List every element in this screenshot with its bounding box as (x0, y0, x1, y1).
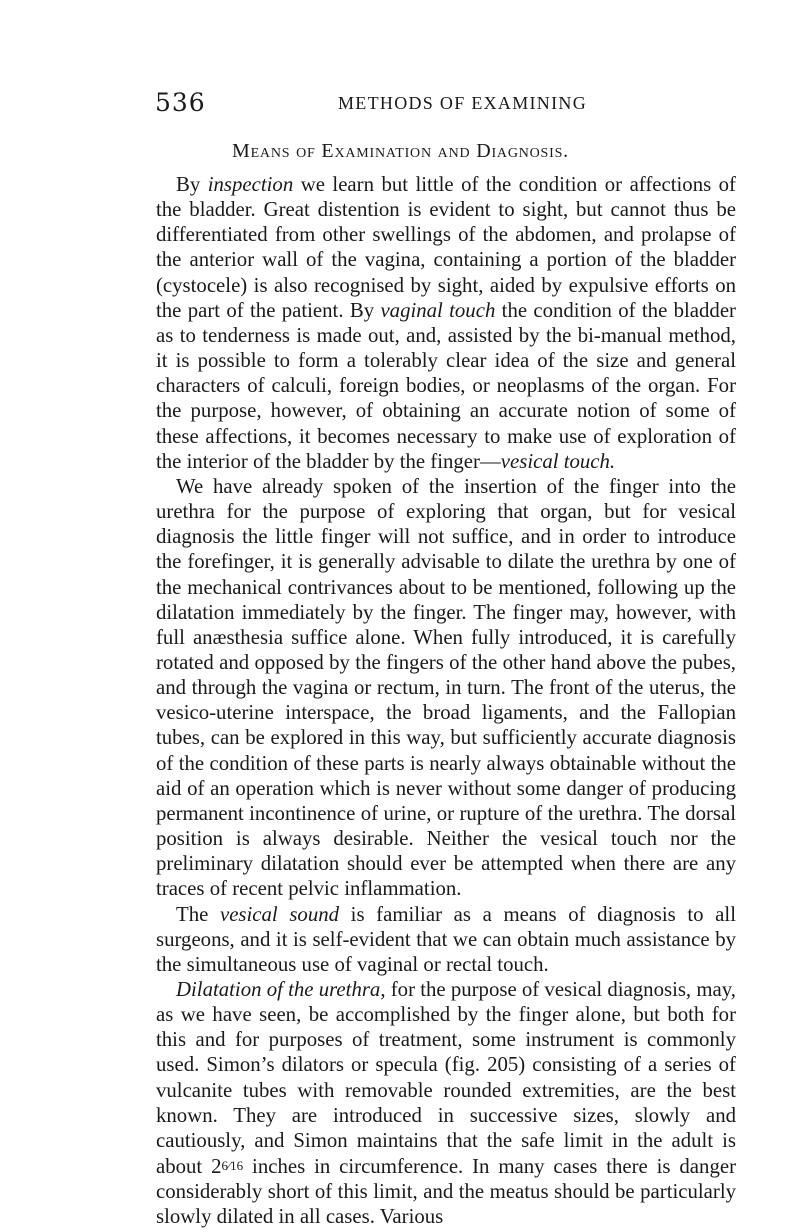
fraction-text: 6⁄16 (221, 1158, 244, 1174)
emphasis-text: inspection (207, 173, 294, 196)
section-heading: Means of Examination and Diagnosis. (231, 140, 569, 162)
running-title: METHODS OF EXAMINING (338, 93, 587, 113)
emphasis-text: vesical touch. (500, 449, 616, 473)
paragraph (156, 172, 736, 474)
emphasis-text: Dilatation of the urethra (176, 978, 381, 1001)
paragraph (156, 977, 736, 1230)
text-run: we learn but little of the condition or affections of the bladder. Great distention is evident to sight, but cannot thus be differentiated from other swellings of the abdomen, and prolapse of the anterior wall of the vagina, containing a portion of the bladder (cystocele) is also recognised by sight, aided by expulsive efforts on the part of the patient. By (156, 173, 736, 322)
text-run: is familiar as a means of diagnosis to all surgeons, and it is self-evident that we can obtain much assistance by the simultaneous use of vaginal or rectal touch. (156, 902, 736, 976)
text-run: the condition of the bladder as to tenderness is made out, and, assisted by the bi-manual method, it is possible to form a tolerably clear idea of the size and general characters of calculi, foreign bodies, or neoplasms of the organ. For the purpose, however, of obtaining an accurate notion of some of these affections, it becomes necessary to make use of exploration of the interior of the bladder by the finger— (156, 298, 736, 473)
page-number: 536 (155, 88, 206, 117)
paragraph (156, 902, 736, 977)
text-run: inches in circumference. In many cases there is danger considerably short of this limit, and the meatus should be particularly slowly dilated in all cases. Various (156, 1155, 736, 1229)
text-run: By (176, 173, 208, 196)
text-run: The (176, 902, 220, 926)
emphasis-text: vaginal touch (380, 298, 496, 322)
running-head (155, 88, 735, 118)
text-run: , for the purpose of vesical diagnosis, may, as we have seen, be accomplished by the finger alone, but both for this and for purposes of treatment, some instrument is commonly used. Simon’s dilators or specula (fig. 205) consisting of a series of vulcanite tubes with removable rounded extremities, are the best known. They are introduced in successive sizes, slowly and cautiously, and Simon maintains that the safe limit in the adult is about 2 (156, 978, 736, 1179)
emphasis-text: vesical sound (219, 902, 340, 926)
paragraph (156, 474, 736, 902)
text-run: We have already spoken of the insertion of the finger into the urethra for the purpose of exploring that organ, but for vesical diagnosis the little finger will not suffice, and in order to introduce the forefinger, it is generally advisable to dilate the urethra by one of the mechanical contrivances about to be mentioned, following up the dilatation immediately by the finger. The finger may, however, with full anæsthesia suffice alone. When fully introduced, it is carefully rotated and opposed by the fingers of the other hand above the pubes, and through the vagina or rectum, in turn. The front of the uterus, the vesico-uterine interspace, the broad ligaments, and the Fallopian tubes, can be explored in this way, but sufficiently accurate diagnosis of the condition of these parts is nearly always obtainable without the aid of an operation which is never without some danger of producing permanent incontinence of urine, or rupture of the urethra. The dorsal position is always desirable. Neither the vesical touch nor the preliminary dilatation should ever be attempted when there are any traces of recent pelvic inflammation. (156, 474, 736, 901)
body-text (156, 172, 736, 1230)
